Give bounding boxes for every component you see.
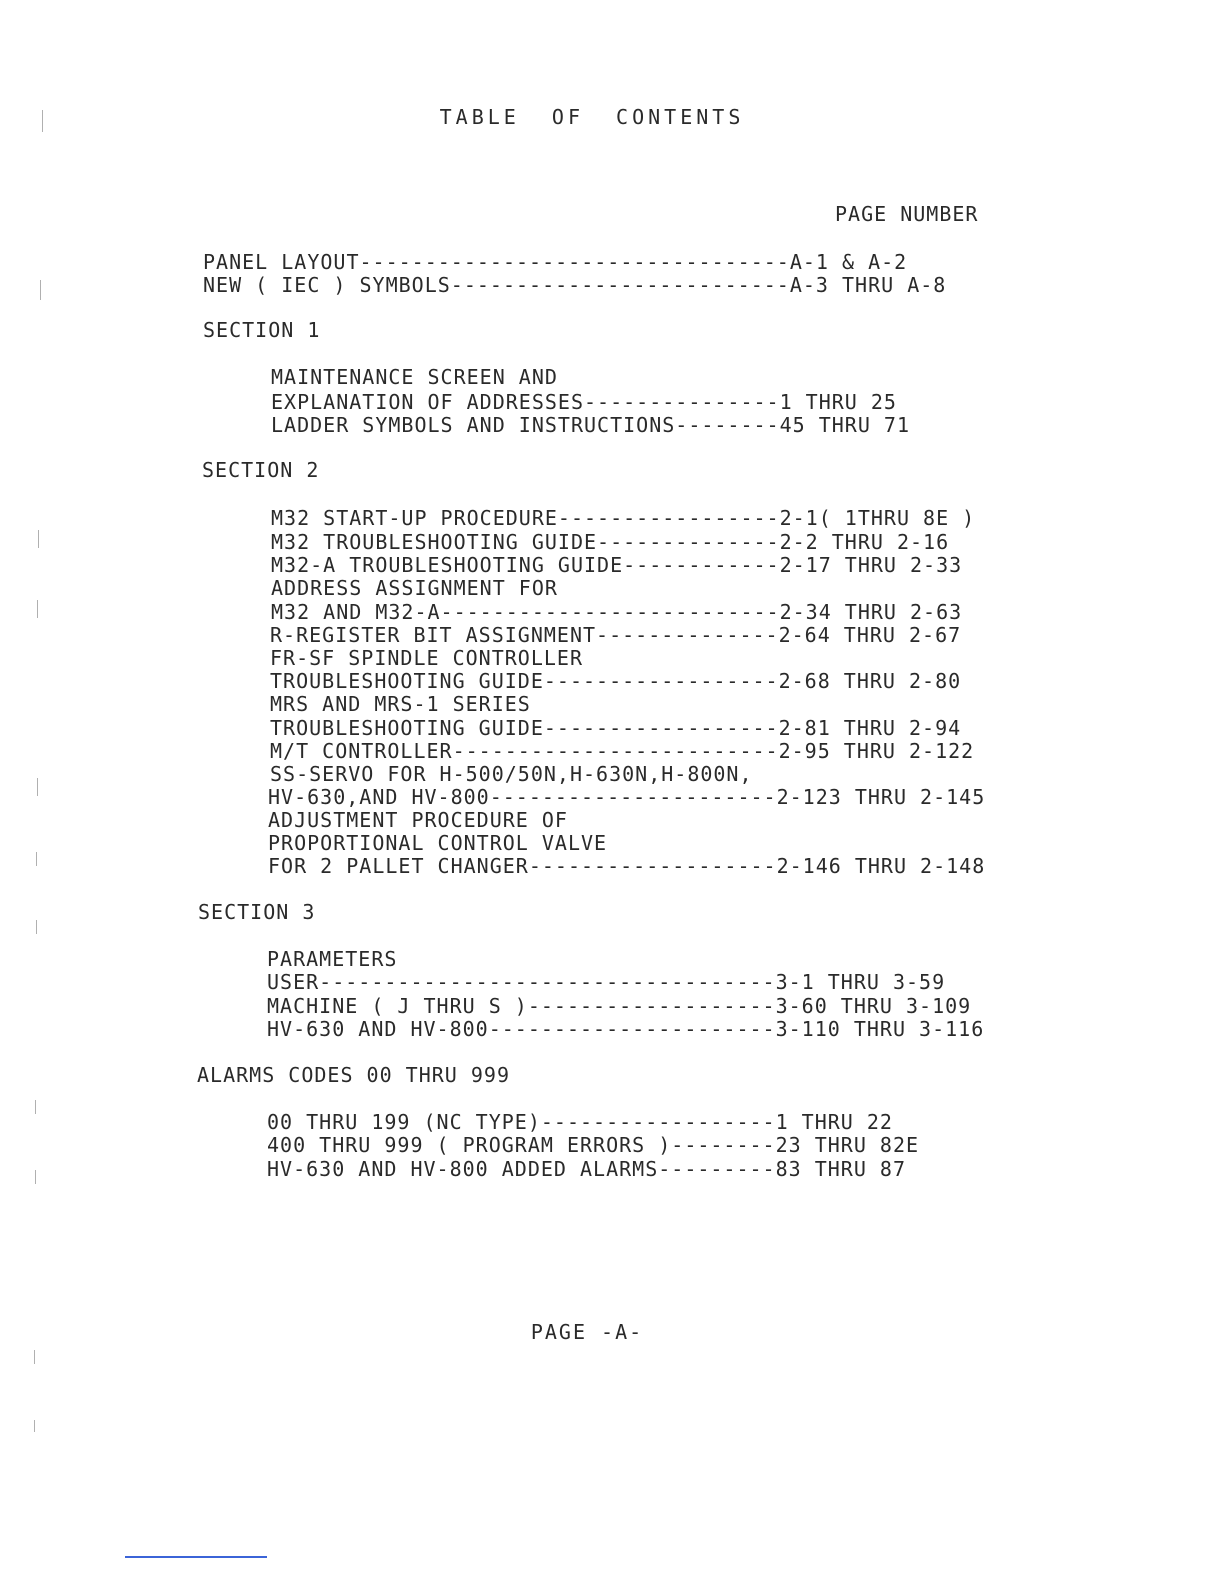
toc-entry: SS-SERVO FOR H-500/50N,H-630N,H-800N, [270, 762, 753, 786]
toc-entry: HV-630 AND HV-800----------------------3-110 THRU 3-116 [267, 1017, 985, 1041]
toc-entry: ADDRESS ASSIGNMENT FOR [271, 576, 558, 600]
toc-entry: TROUBLESHOOTING GUIDE------------------2-81 THRU 2-94 [270, 716, 962, 740]
toc-entry: ADJUSTMENT PROCEDURE OF [268, 808, 568, 832]
toc-entry: M32 AND M32-A--------------------------2-34 THRU 2-63 [271, 600, 963, 624]
page-title: TABLE OF CONTENTS [439, 105, 745, 129]
scan-artifact [36, 920, 37, 934]
toc-entry: MRS AND MRS-1 SERIES [270, 692, 531, 716]
toc-entry: M32-A TROUBLESHOOTING GUIDE------------2-17 THRU 2-33 [271, 553, 963, 577]
toc-entry: LADDER SYMBOLS AND INSTRUCTIONS--------45 THRU 71 [271, 413, 911, 437]
scan-artifact [34, 1420, 35, 1432]
scan-artifact [42, 110, 43, 132]
section-heading: SECTION 2 [202, 458, 320, 482]
scan-artifact [37, 778, 38, 796]
scan-artifact [35, 1100, 36, 1114]
toc-entry: M32 TROUBLESHOOTING GUIDE--------------2-2 THRU 2-16 [271, 530, 950, 554]
toc-entry: MAINTENANCE SCREEN AND [271, 365, 558, 389]
page-footer: PAGE -A- [530, 1320, 644, 1344]
toc-entry: PANEL LAYOUT---------------------------------A-1 & A-2 [203, 250, 908, 274]
toc-entry: HV-630,AND HV-800----------------------2-123 THRU 2-145 [268, 785, 986, 809]
scan-artifact [37, 600, 38, 618]
section-heading: SECTION 3 [198, 900, 316, 924]
section-heading: ALARMS CODES 00 THRU 999 [197, 1063, 510, 1087]
toc-entry: EXPLANATION OF ADDRESSES---------------1 THRU 25 [271, 390, 897, 414]
toc-entry: M/T CONTROLLER-------------------------2-95 THRU 2-122 [270, 739, 975, 763]
toc-entry: MACHINE ( J THRU S )-------------------3-60 THRU 3-109 [267, 994, 972, 1018]
toc-entry: FR-SF SPINDLE CONTROLLER [270, 646, 583, 670]
toc-entry: R-REGISTER BIT ASSIGNMENT--------------2-64 THRU 2-67 [270, 623, 962, 647]
toc-entry: HV-630 AND HV-800 ADDED ALARMS---------83 THRU 87 [267, 1157, 907, 1181]
scan-artifact [35, 1170, 36, 1184]
toc-entry: M32 START-UP PROCEDURE-----------------2-1( 1THRU 8E ) [271, 506, 976, 530]
toc-entry: PARAMETERS [267, 947, 398, 971]
toc-entry: 400 THRU 999 ( PROGRAM ERRORS )--------23 THRU 82E [267, 1133, 920, 1157]
toc-entry: FOR 2 PALLET CHANGER-------------------2-146 THRU 2-148 [268, 854, 986, 878]
scan-artifact [34, 1350, 35, 1364]
toc-entry: USER-----------------------------------3-1 THRU 3-59 [267, 970, 946, 994]
toc-entry: PROPORTIONAL CONTROL VALVE [268, 831, 608, 855]
toc-entry: NEW ( IEC ) SYMBOLS--------------------------A-3 THRU A-8 [203, 273, 947, 297]
section-heading: SECTION 1 [203, 318, 321, 342]
page-number-column-header: PAGE NUMBER [835, 202, 979, 226]
scan-artifact [36, 852, 37, 866]
toc-entry: TROUBLESHOOTING GUIDE------------------2-68 THRU 2-80 [270, 669, 962, 693]
bottom-rule [125, 1556, 267, 1558]
toc-entry: 00 THRU 199 (NC TYPE)------------------1 THRU 22 [267, 1110, 893, 1134]
scan-artifact [38, 530, 39, 548]
scan-artifact [40, 280, 41, 300]
